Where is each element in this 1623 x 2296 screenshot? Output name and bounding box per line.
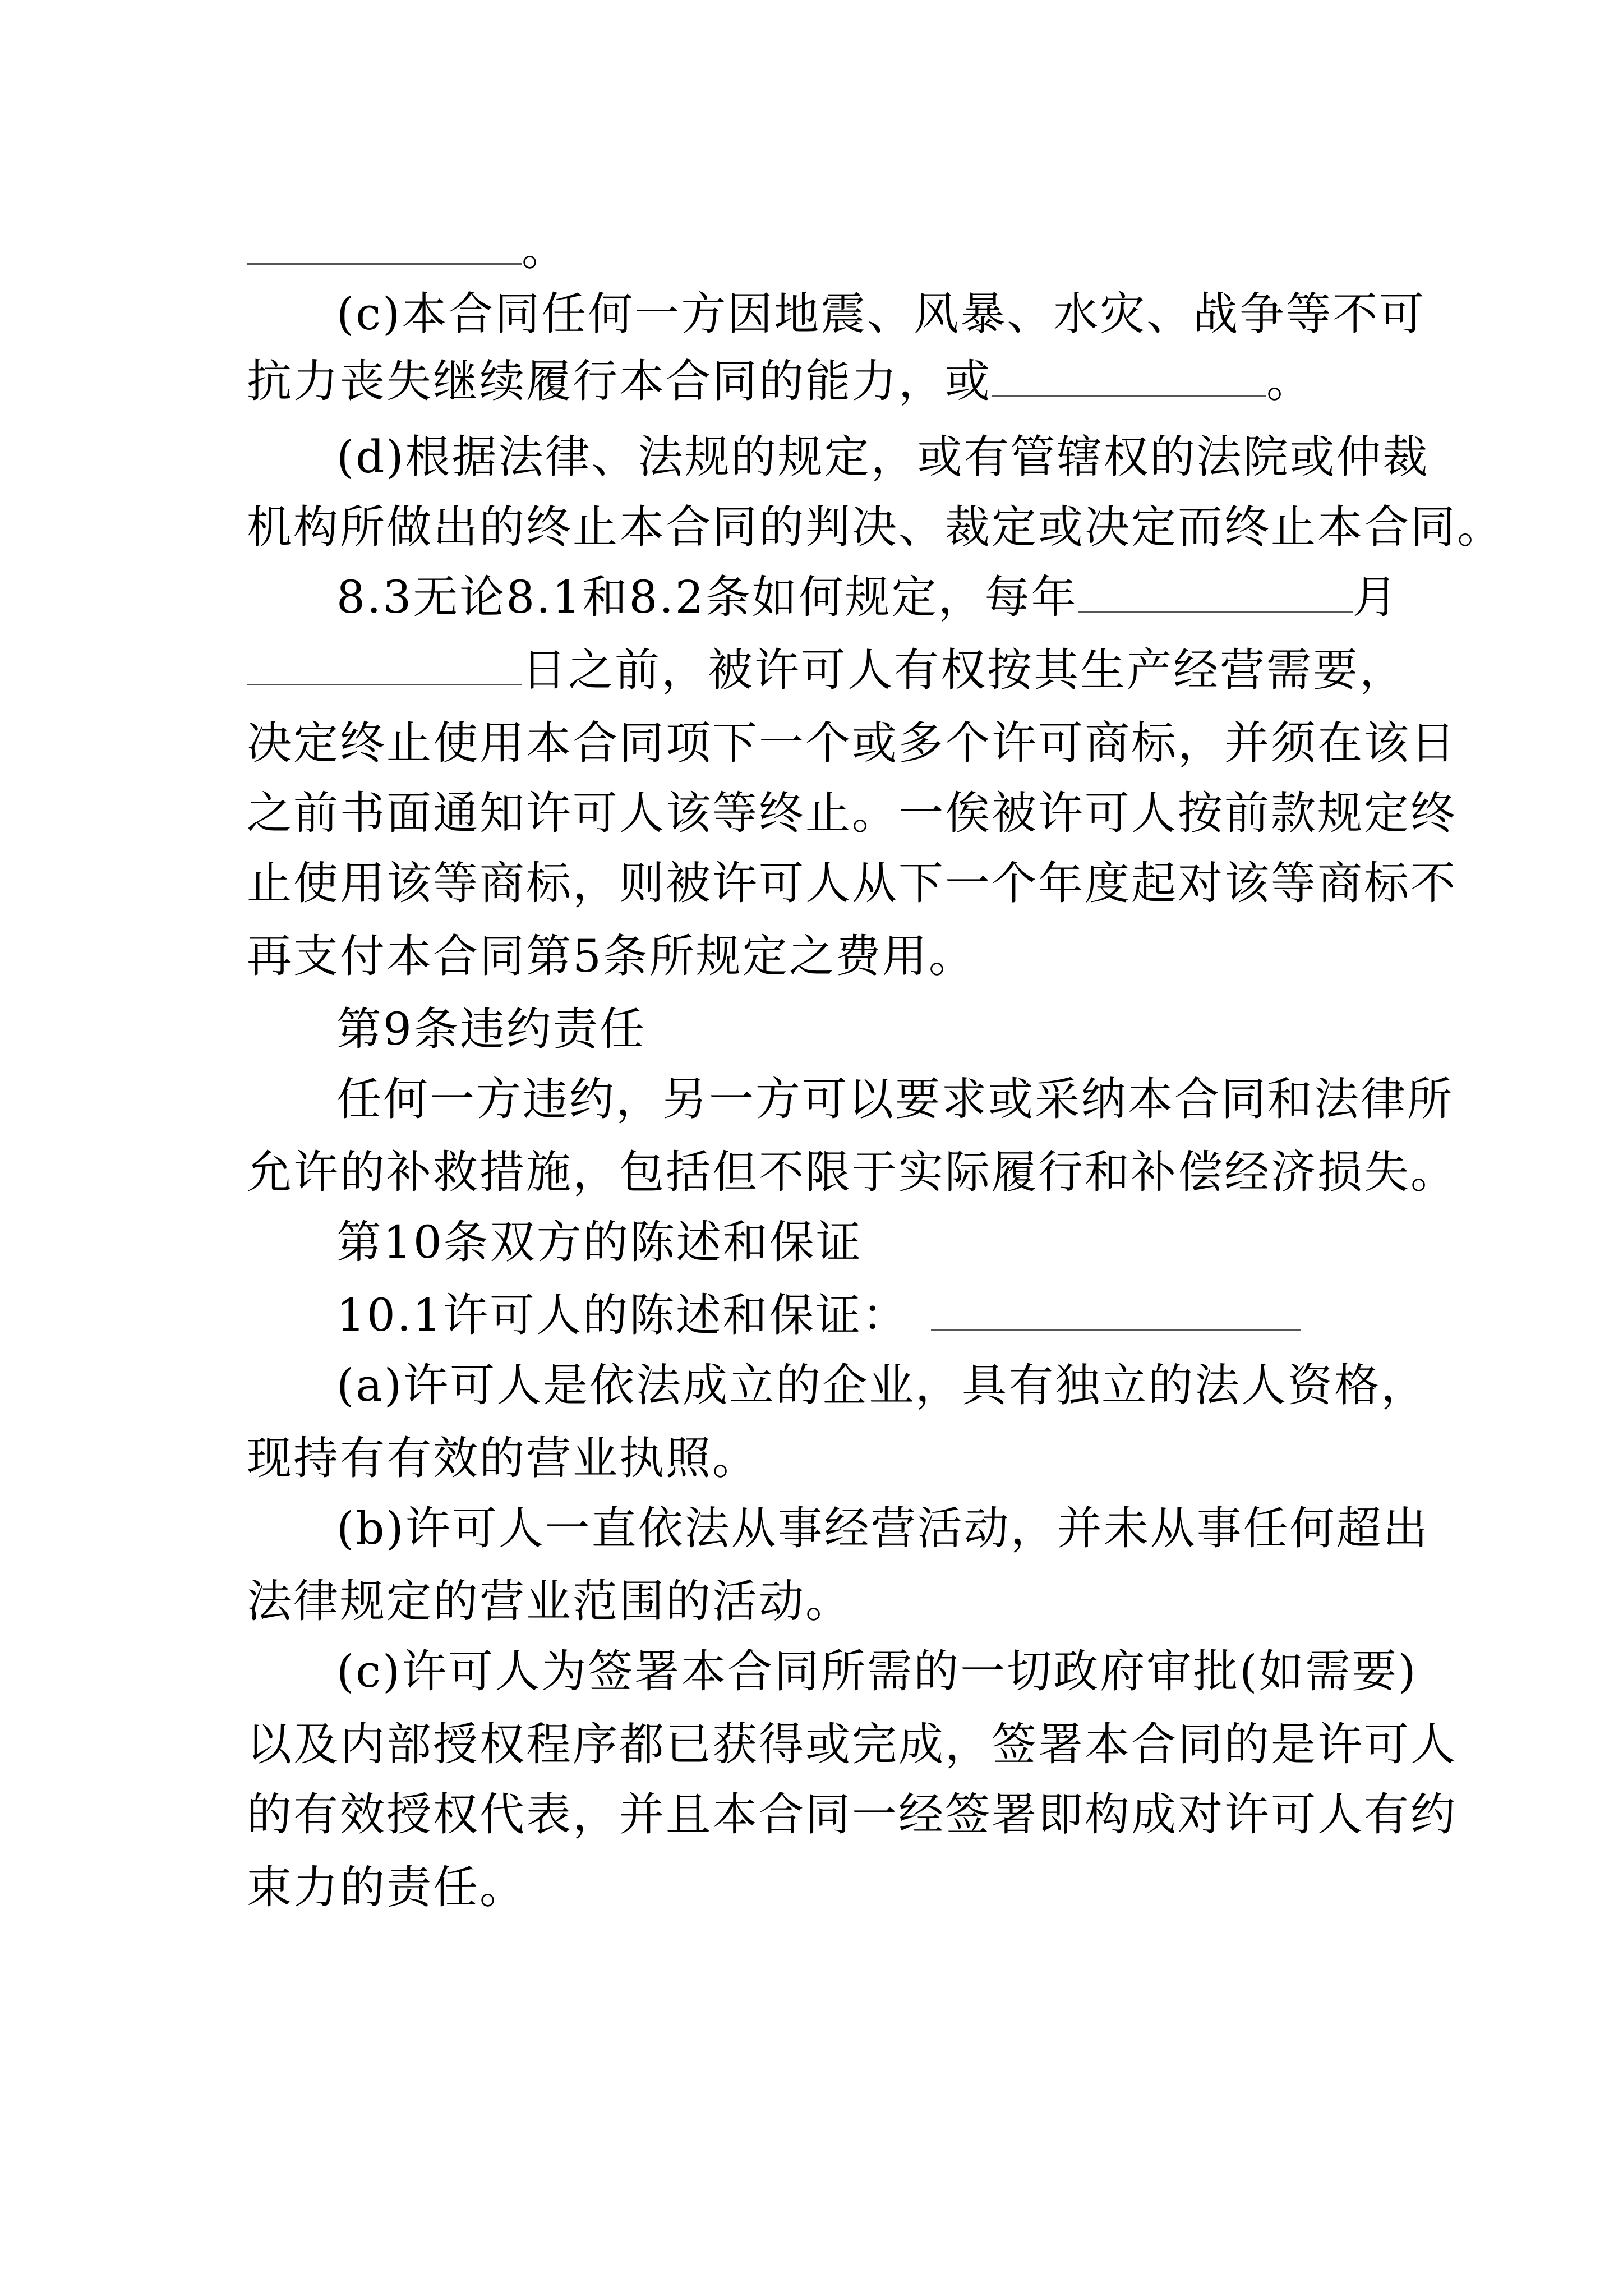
line-text: 8.3无论8.1和8.2条如何规定，每年 [336,571,1078,623]
clause-d-line-1: (d)根据法律、法规的规定，或有管辖权的法院或仲裁 [336,431,1430,483]
clause-10-1-a-line-1: (a)许可人是依法成立的企业，具有独立的法人资格， [336,1359,1428,1411]
clause-8-3-line-4: 之前书面通知许可人该等终止。一俟被许可人按前款规定终 [247,787,1457,839]
clause-8-3-line-5: 止使用该等商标，则被许可人从下一个年度起对该等商标不 [247,857,1457,909]
fill-in-blank [247,645,522,685]
clause-8-3-line-6: 再支付本合同第5条所规定之费用。 [247,930,975,982]
line-text: 日之前，被许可人有权按其生产经营需要， [522,644,1406,696]
clause-10-1-c-line-2: 以及内部授权程序都已获得或完成，签署本合同的是许可人 [247,1718,1457,1770]
clause-10-1-line [336,1287,1391,1343]
clause-8-3-line-1 [336,569,1399,625]
text-line [247,222,1391,278]
line-text: 。 [1266,355,1313,407]
article-9-line-2: 允许的补救措施，包括但不限于实际履行和补偿经济损失。 [247,1146,1457,1198]
clause-10-1-b-line-2: 法律规定的营业范围的活动。 [247,1575,852,1627]
clause-8-3-line-3: 决定终止使用本合同项下一个或多个许可商标，并须在该日 [247,717,1457,769]
clause-c-line-2 [247,353,1391,409]
article-10-heading: 第10条双方的陈述和保证 [336,1216,863,1268]
clause-8-3-line-2 [247,642,1406,698]
line-text: 月 [1352,571,1399,623]
clause-10-1-c-line-4: 束力的责任。 [247,1861,526,1913]
fill-in-blank [1078,572,1353,613]
clause-c-line-1: (c)本合同任何一方因地震、风暴、水灾、战争等不可 [336,288,1426,340]
article-9-line-1: 任何一方违约，另一方可以要求或采纳本合同和法律所 [336,1073,1454,1125]
clause-10-1-b-line-1: (b)许可人一直依法从事经营活动，并未从事任何超出 [336,1502,1430,1554]
line-text: 抗力丧失继续履行本合同的能力，或 [247,355,992,407]
line-text: 。 [522,223,568,275]
article-9-heading: 第9条违约责任 [336,1003,646,1055]
clause-10-1-c-line-3: 的有效授权代表，并且本合同一经签署即构成对许可人有约 [247,1788,1457,1841]
fill-in-blank [931,1290,1301,1331]
clause-d-line-2: 机构所做出的终止本合同的判决、裁定或决定而终止本合同。 [247,501,1504,553]
fill-in-blank [992,356,1266,397]
clause-10-1-a-line-2: 现持有有效的营业执照。 [247,1432,759,1484]
clause-10-1-c-line-1: (c)许可人为签署本合同所需的一切政府审批(如需要) [336,1645,1418,1697]
line-text: 10.1许可人的陈述和保证： [336,1289,909,1341]
fill-in-blank [247,224,522,265]
